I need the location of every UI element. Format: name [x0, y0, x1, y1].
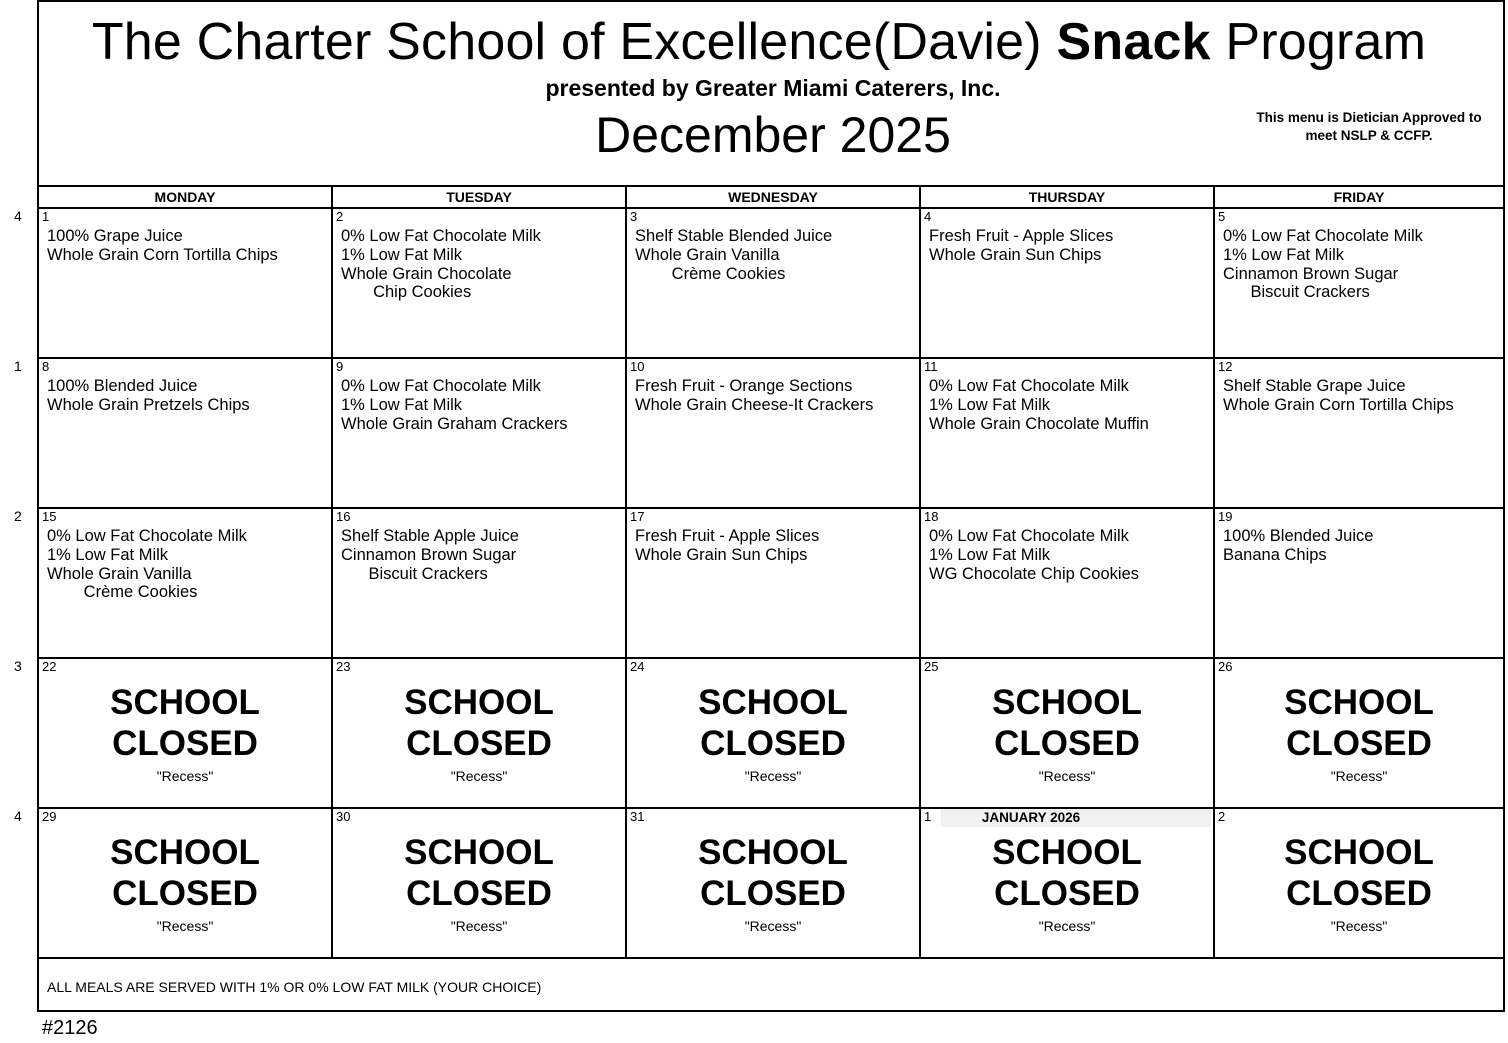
snack-items: 0% Low Fat Chocolate Milk 1% Low Fat Milk Whole Grain Chocolate Muffin: [929, 377, 1149, 433]
menu-calendar: [37, 0, 1505, 1012]
menu-code: #2126: [42, 1017, 98, 1039]
date-number: 11: [924, 359, 938, 374]
week-row: [39, 509, 1503, 659]
recess-note: "Recess": [156, 768, 214, 784]
date-number: 2: [336, 209, 344, 224]
week-number: 4: [14, 208, 22, 224]
closed-label: CLOSED: [112, 873, 258, 913]
closed-label: SCHOOL: [992, 683, 1142, 722]
recess-note: "Recess": [1330, 918, 1388, 934]
title-program: Program: [1210, 13, 1427, 71]
day-cell: [39, 659, 333, 807]
closed-label: SCHOOL: [1284, 683, 1434, 722]
week-number: 2: [14, 508, 22, 524]
day-cell: [333, 809, 627, 957]
day-cell: [921, 209, 1215, 357]
school-closed-notice: [333, 833, 625, 936]
day-cell: [627, 809, 921, 957]
recess-note: "Recess": [744, 768, 802, 784]
recess-note: "Recess": [450, 768, 508, 784]
closed-label: SCHOOL: [404, 833, 554, 872]
date-number: 19: [1218, 509, 1233, 524]
snack-items: 100% Blended Juice Whole Grain Pretzels Chips: [47, 377, 250, 414]
snack-items: Shelf Stable Grape Juice Whole Grain Corn Tortilla Chips: [1223, 377, 1454, 414]
calendar-grid: [39, 209, 1503, 959]
closed-label: CLOSED: [406, 723, 552, 763]
day-cell: [39, 509, 333, 657]
day-cell: [921, 509, 1215, 657]
snack-items: Fresh Fruit - Apple Slices Whole Grain Sun Chips: [635, 527, 820, 564]
recess-note: "Recess": [1038, 918, 1096, 934]
snack-items: 100% Blended Juice Banana Chips: [1223, 527, 1374, 564]
presented-by: presented by Greater Miami Caterers, Inc.: [545, 75, 1001, 101]
snack-items: 100% Grape Juice Whole Grain Corn Tortilla Chips: [47, 227, 278, 264]
title-bold-word: Snack: [1056, 13, 1211, 71]
day-header-thursday: THURSDAY: [921, 187, 1215, 207]
closed-label: CLOSED: [406, 873, 552, 913]
snack-items: Fresh Fruit - Apple Slices Whole Grain Sun Chips: [929, 227, 1114, 264]
day-cell: [627, 659, 921, 807]
snack-items: 0% Low Fat Chocolate Milk 1% Low Fat Milk Cinnamon Brown Sugar Biscuit Crackers: [1223, 227, 1423, 302]
day-cell: [627, 509, 921, 657]
date-number: 8: [42, 359, 50, 374]
date-number: 1: [924, 809, 932, 824]
date-number: 4: [924, 209, 932, 224]
snack-items: Shelf Stable Blended Juice Whole Grain Vanilla Crème Cookies: [635, 227, 833, 283]
date-number: 2: [1218, 809, 1226, 824]
day-cell: [627, 359, 921, 507]
day-cell: [921, 809, 1215, 957]
closed-label: CLOSED: [994, 723, 1140, 763]
recess-note: "Recess": [1038, 768, 1096, 784]
weekday-header-row: [39, 187, 1503, 209]
date-number: 31: [630, 809, 645, 824]
school-closed-notice: [627, 683, 919, 786]
closed-label: SCHOOL: [110, 683, 260, 722]
day-cell: [1215, 359, 1503, 507]
day-header-tuesday: TUESDAY: [333, 187, 627, 207]
closed-label: SCHOOL: [404, 683, 554, 722]
day-cell: [333, 659, 627, 807]
closed-label: SCHOOL: [698, 833, 848, 872]
school-closed-notice: [39, 833, 331, 936]
day-header-wednesday: WEDNESDAY: [627, 187, 921, 207]
day-cell: [1215, 509, 1503, 657]
date-number: 29: [42, 809, 57, 824]
dietician-approval-note: [1249, 109, 1489, 145]
school-closed-notice: [333, 683, 625, 786]
day-cell: [1215, 209, 1503, 357]
date-number: 10: [630, 359, 645, 374]
day-cell: [333, 509, 627, 657]
week-number: 3: [14, 658, 22, 674]
closed-label: CLOSED: [700, 873, 846, 913]
date-number: 17: [630, 509, 645, 524]
snack-items: 0% Low Fat Chocolate Milk 1% Low Fat Milk Whole Grain Vanilla Crème Cookies: [47, 527, 247, 602]
closed-label: SCHOOL: [698, 683, 848, 722]
week-number: 1: [14, 358, 22, 374]
date-number: 26: [1218, 659, 1233, 674]
date-number: 5: [1218, 209, 1226, 224]
day-cell: [333, 359, 627, 507]
day-cell: [1215, 659, 1503, 807]
day-cell: [333, 209, 627, 357]
day-header-monday: MONDAY: [39, 187, 333, 207]
snack-items: 0% Low Fat Chocolate Milk 1% Low Fat Milk Whole Grain Chocolate Chip Cookies: [341, 227, 541, 302]
closed-label: CLOSED: [700, 723, 846, 763]
snack-items: Fresh Fruit - Orange Sections Whole Grain Cheese-It Crackers: [635, 377, 874, 414]
date-number: 24: [630, 659, 645, 674]
date-number: 16: [336, 509, 351, 524]
month-title: December 2025: [595, 107, 951, 163]
date-number: 12: [1218, 359, 1233, 374]
day-cell: [39, 809, 333, 957]
date-number: 3: [630, 209, 638, 224]
day-cell: [627, 209, 921, 357]
closed-label: CLOSED: [112, 723, 258, 763]
date-number: 23: [336, 659, 351, 674]
next-month-banner: JANUARY 2026: [941, 809, 1211, 827]
day-header-friday: FRIDAY: [1333, 189, 1385, 205]
recess-note: "Recess": [744, 918, 802, 934]
school-closed-notice: [39, 683, 331, 786]
snack-items: 0% Low Fat Chocolate Milk 1% Low Fat Milk Whole Grain Graham Crackers: [341, 377, 568, 433]
day-cell: [1215, 809, 1503, 957]
school-closed-notice: [627, 833, 919, 936]
week-number: 4: [14, 808, 22, 824]
page-title: [39, 12, 1479, 72]
milk-note: ALL MEALS ARE SERVED WITH 1% OR 0% LOW FAT MILK (YOUR CHOICE): [47, 979, 542, 995]
recess-note: "Recess": [156, 918, 214, 934]
date-number: 25: [924, 659, 939, 674]
school-closed-notice: [921, 833, 1213, 936]
date-number: 9: [336, 359, 344, 374]
menu-header: [39, 2, 1503, 187]
week-row: [39, 359, 1503, 509]
week-row: [39, 659, 1503, 809]
day-cell: [921, 659, 1215, 807]
closed-label: CLOSED: [994, 873, 1140, 913]
date-number: 22: [42, 659, 57, 674]
closed-label: SCHOOL: [110, 833, 260, 872]
date-number: 15: [42, 509, 57, 524]
school-closed-notice: [921, 683, 1213, 786]
closed-label: CLOSED: [1286, 873, 1432, 913]
closed-label: SCHOOL: [1284, 833, 1434, 872]
closed-label: CLOSED: [1286, 723, 1432, 763]
snack-items: 0% Low Fat Chocolate Milk 1% Low Fat Milk WG Chocolate Chip Cookies: [929, 527, 1140, 583]
school-closed-notice: [1215, 683, 1503, 786]
date-number: 1: [42, 209, 50, 224]
week-row: [39, 209, 1503, 359]
recess-note: "Recess": [1330, 768, 1388, 784]
school-closed-notice: [1215, 833, 1503, 936]
approval-line: This menu is Dietician Approved to: [1256, 110, 1482, 125]
recess-note: "Recess": [450, 918, 508, 934]
closed-label: SCHOOL: [992, 833, 1142, 872]
day-cell: [39, 359, 333, 507]
day-cell: [39, 209, 333, 357]
date-number: 18: [924, 509, 939, 524]
approval-line: meet NSLP & CCFP.: [1305, 128, 1433, 143]
date-number: 30: [336, 809, 351, 824]
day-cell: [921, 359, 1215, 507]
snack-items: Shelf Stable Apple Juice Cinnamon Brown Sugar Biscuit Crackers: [341, 527, 519, 583]
week-row: [39, 809, 1503, 959]
title-school: The Charter School of Excellence(Davie): [91, 13, 1057, 71]
